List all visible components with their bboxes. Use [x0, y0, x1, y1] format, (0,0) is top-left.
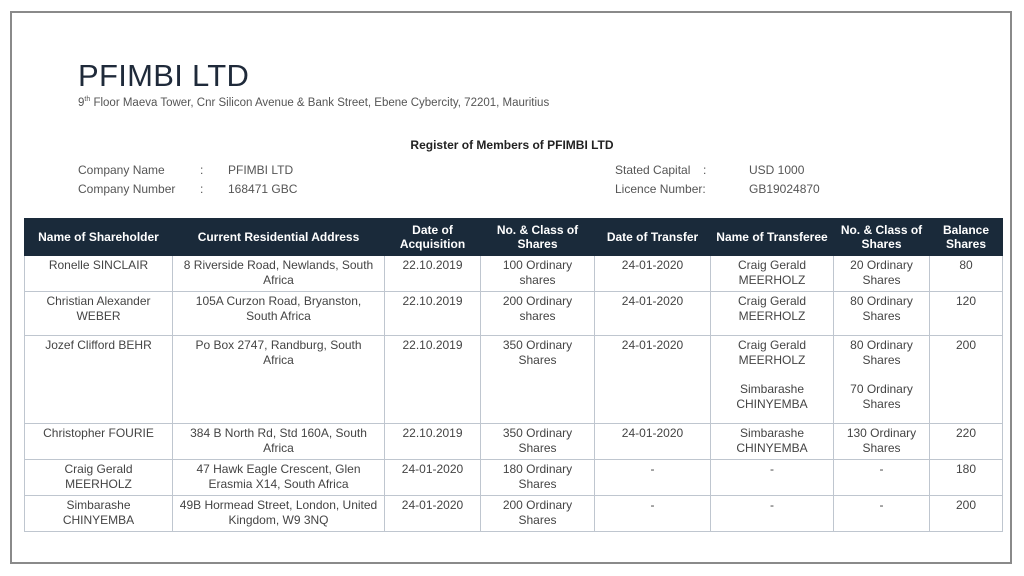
acquisition-date: 22.10.2019: [385, 292, 481, 336]
residential-address: 384 B North Rd, Std 160A, South Africa: [173, 424, 385, 460]
licence-number-value: GB19024870: [749, 182, 820, 196]
company-name-label: Company Name: [78, 163, 165, 177]
balance-shares: 200: [930, 336, 1003, 424]
column-header: Name of Transferee: [711, 219, 834, 256]
shares-held: 100 Ordinary shares: [481, 256, 595, 292]
stated-capital-label: Stated Capital: [615, 163, 691, 177]
company-name-row: [78, 163, 293, 177]
acquisition-date: 24-01-2020: [385, 460, 481, 496]
table-row: [25, 336, 1003, 424]
transfer-shares: 70 Ordinary Shares: [850, 382, 913, 411]
transfer-date: -: [595, 460, 711, 496]
balance-shares: 220: [930, 424, 1003, 460]
balance-shares: 120: [930, 292, 1003, 336]
company-number-value: 168471 GBC: [228, 182, 298, 196]
transfer-date: 24-01-2020: [595, 424, 711, 460]
column-header: No. & Class of Shares: [481, 219, 595, 256]
register-title: Register of Members of PFIMBI LTD: [410, 138, 614, 152]
transfer-date: 24-01-2020: [595, 256, 711, 292]
balance-shares: 200: [930, 496, 1003, 532]
column-header: Date of Transfer: [595, 219, 711, 256]
stated-capital-value: USD 1000: [749, 163, 805, 177]
transferee-name: -: [711, 460, 834, 496]
transferee-names: [711, 336, 834, 424]
shareholder-name: Christian Alexander WEBER: [25, 292, 173, 336]
transferee-name: -: [711, 496, 834, 532]
balance-shares: 180: [930, 460, 1003, 496]
shareholder-name: Ronelle SINCLAIR: [25, 256, 173, 292]
column-header: Date of Acquisition: [385, 219, 481, 256]
table-row: [25, 424, 1003, 460]
column-header: Current Residential Address: [173, 219, 385, 256]
licence-number-row: [615, 182, 820, 196]
residential-address: 105A Curzon Road, Bryanston, South Africa: [173, 292, 385, 336]
shareholder-name: Craig Gerald MEERHOLZ: [25, 460, 173, 496]
register-table: [24, 218, 1003, 532]
residential-address: Po Box 2747, Randburg, South Africa: [173, 336, 385, 424]
transferee-name: Craig Gerald MEERHOLZ: [711, 292, 834, 336]
company-title: PFIMBI LTD: [78, 58, 250, 93]
shares-held: 350 Ordinary Shares: [481, 336, 595, 424]
acquisition-date: 22.10.2019: [385, 336, 481, 424]
table-row: [25, 460, 1003, 496]
transfer-date: 24-01-2020: [595, 336, 711, 424]
transferee-name: Craig Gerald MEERHOLZ: [711, 256, 834, 292]
address-rest: Floor Maeva Tower, Cnr Silicon Avenue & Bank Street, Ebene Cybercity, 72201, Mauritius: [90, 96, 550, 109]
transfer-shares: 130 Ordinary Shares: [834, 424, 930, 460]
transferee-name: Craig Gerald MEERHOLZ: [737, 338, 807, 367]
transfer-shares: -: [834, 496, 930, 532]
transfer-shares-list: [834, 336, 930, 424]
company-number-label: Company Number: [78, 182, 176, 196]
shares-held: 200 Ordinary shares: [481, 292, 595, 336]
table-row: [25, 256, 1003, 292]
company-address: [78, 96, 549, 109]
acquisition-date: 24-01-2020: [385, 496, 481, 532]
transfer-shares: 80 Ordinary Shares: [834, 292, 930, 336]
licence-number-label: Licence Number:: [615, 182, 706, 196]
table-row: [25, 496, 1003, 532]
shares-held: 180 Ordinary Shares: [481, 460, 595, 496]
colon: :: [200, 163, 204, 177]
balance-shares: 80: [930, 256, 1003, 292]
shareholder-name: Simbarashe CHINYEMBA: [25, 496, 173, 532]
stated-capital-row: [615, 163, 804, 177]
residential-address: 47 Hawk Eagle Crescent, Glen Erasmia X14, South Africa: [173, 460, 385, 496]
transfer-shares: -: [834, 460, 930, 496]
address-floor-suffix: th: [84, 96, 91, 103]
residential-address: 49B Hormead Street, London, United Kingdom, W9 3NQ: [173, 496, 385, 532]
colon: :: [200, 182, 204, 196]
company-name-value: PFIMBI LTD: [228, 163, 294, 177]
address-floor: 9: [78, 96, 85, 109]
transferee-name: Simbarashe CHINYEMBA: [711, 424, 834, 460]
transferee-name: Simbarashe CHINYEMBA: [736, 382, 808, 411]
acquisition-date: 22.10.2019: [385, 256, 481, 292]
company-number-row: [78, 182, 297, 196]
shareholder-name: Christopher FOURIE: [25, 424, 173, 460]
residential-address: 8 Riverside Road, Newlands, South Africa: [173, 256, 385, 292]
table-row: [25, 292, 1003, 336]
column-header: No. & Class of Shares: [834, 219, 930, 256]
column-header: Name of Shareholder: [25, 219, 173, 256]
shareholder-name: Jozef Clifford BEHR: [25, 336, 173, 424]
table-header-row: [25, 219, 1003, 256]
transfer-shares: 20 Ordinary Shares: [834, 256, 930, 292]
transfer-shares: 80 Ordinary Shares: [850, 338, 913, 367]
transfer-date: -: [595, 496, 711, 532]
shares-held: 350 Ordinary Shares: [481, 424, 595, 460]
shares-held: 200 Ordinary Shares: [481, 496, 595, 532]
transfer-date: 24-01-2020: [595, 292, 711, 336]
acquisition-date: 22.10.2019: [385, 424, 481, 460]
column-header: Balance Shares: [930, 219, 1003, 256]
colon: :: [703, 163, 707, 177]
